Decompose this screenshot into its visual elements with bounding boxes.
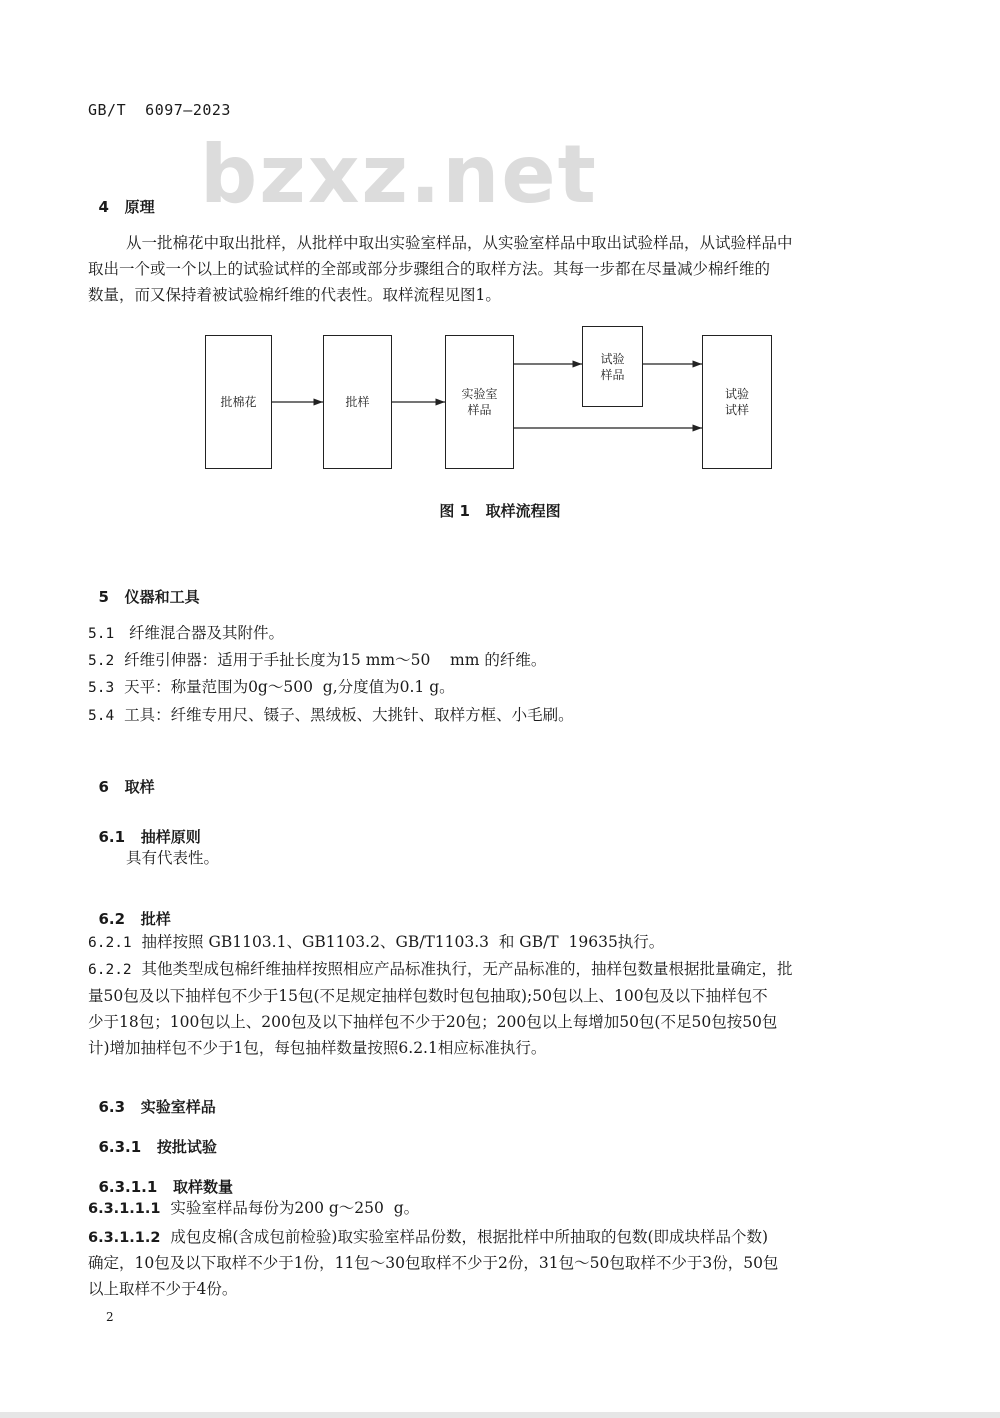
section-4-heading bbox=[88, 178, 155, 217]
flow-box-test-specimen bbox=[702, 335, 772, 469]
clause-6-3-1-1-2: 6.3.1.1.2 成包皮棉(含成包前检验)取实验室样品份数，根据批样中所抽取的包数(即成块样品个数) bbox=[88, 1228, 769, 1246]
paragraph-line: 具有代表性。 bbox=[126, 849, 220, 867]
list-item: 5.1 纤维混合器及其附件。 bbox=[88, 624, 284, 642]
section-title: 取样 bbox=[124, 778, 155, 796]
watermark: bzxz.net bbox=[200, 128, 598, 221]
section-number: 6 bbox=[98, 778, 109, 796]
page-bottom-edge bbox=[0, 1412, 1000, 1418]
paragraph-line: 确定，10包及以下取样不少于1份，11包～30包取样不少于2份，31包～50包取样不少于3份，50包 bbox=[88, 1254, 779, 1272]
section-5-heading bbox=[88, 568, 200, 607]
flow-box-test-sample bbox=[582, 326, 643, 407]
section-6-2-heading: 6.2 批样 bbox=[98, 910, 171, 928]
page-number: 2 bbox=[106, 1310, 114, 1324]
flow-box-label: 试验 试样 bbox=[724, 387, 749, 417]
section-6-3-heading: 6.3 实验室样品 bbox=[98, 1098, 216, 1116]
clause-6-2-2: 6.2.2 其他类型成包棉纤维抽样按照相应产品标准执行，无产品标准的，抽样包数量根据批量确定，批 bbox=[88, 960, 793, 978]
clause-6-3-1-1-1: 6.3.1.1.1 实验室样品每份为200 g～250 g。 bbox=[88, 1199, 420, 1217]
paragraph-line: 取出一个或一个以上的试验试样的全部或部分步骤组合的取样方法。其每一步都在尽量减少棉纤维的 bbox=[88, 260, 771, 278]
section-title: 仪器和工具 bbox=[124, 588, 200, 606]
flow-box-label: 批棉花 bbox=[220, 395, 257, 409]
paragraph-line: 数量，而又保持着被试验棉纤维的代表性。取样流程见图1。 bbox=[88, 286, 501, 304]
flow-box-label: 试验 样品 bbox=[600, 351, 625, 382]
list-item: 5.4 工具：纤维专用尺、镊子、黑绒板、大挑针、取样方框、小毛刷。 bbox=[88, 706, 574, 724]
section-6-3-1-heading: 6.3.1 按批试验 bbox=[98, 1138, 217, 1156]
paragraph-line: 以上取样不少于4份。 bbox=[88, 1280, 238, 1298]
paragraph-line: 少于18包；100包以上、200包及以下抽样包不少于20包；200包以上每增加50包(不足50包按50包 bbox=[88, 1013, 778, 1031]
flow-box-label: 批样 bbox=[345, 395, 370, 409]
clause-6-2-1: 6.2.1 抽样按照 GB1103.1、GB1103.2、GB/T1103.3 和 GB/T 19635执行。 bbox=[88, 933, 665, 951]
paragraph-line: 计)增加抽样包不少于1包，每包抽样数量按照6.2.1相应标准执行。 bbox=[88, 1039, 547, 1057]
section-title: 原理 bbox=[124, 198, 155, 216]
section-number: 4 bbox=[98, 198, 109, 216]
flow-box-batch-sample bbox=[323, 335, 392, 469]
figure-caption: 图 1 取样流程图 bbox=[439, 502, 561, 520]
flow-box-label: 实验室 样品 bbox=[461, 387, 498, 417]
section-6-1-heading: 6.1 抽样原则 bbox=[98, 828, 201, 846]
section-6-heading bbox=[88, 758, 155, 797]
paragraph-line: 量50包及以下抽样包不少于15包(不足规定抽样包数时包包抽取);50包以上、100包及以下抽样包不 bbox=[88, 987, 768, 1005]
list-item: 5.3 天平：称量范围为0g～500 g,分度值为0.1 g。 bbox=[88, 678, 455, 696]
paragraph-line: 从一批棉花中取出批样，从批样中取出实验室样品，从实验室样品中取出试验样品，从试验样品中 bbox=[126, 234, 793, 252]
standard-number: GB/T 6097—2023 bbox=[88, 101, 231, 119]
section-number: 5 bbox=[98, 588, 109, 606]
section-6-3-1-1-heading: 6.3.1.1 取样数量 bbox=[98, 1178, 233, 1196]
flow-box-bulk-cotton bbox=[205, 335, 272, 469]
flow-box-lab-sample bbox=[445, 335, 514, 469]
list-item: 5.2 纤维引伸器：适用于手扯长度为15 mm～50 mm 的纤维。 bbox=[88, 651, 547, 669]
